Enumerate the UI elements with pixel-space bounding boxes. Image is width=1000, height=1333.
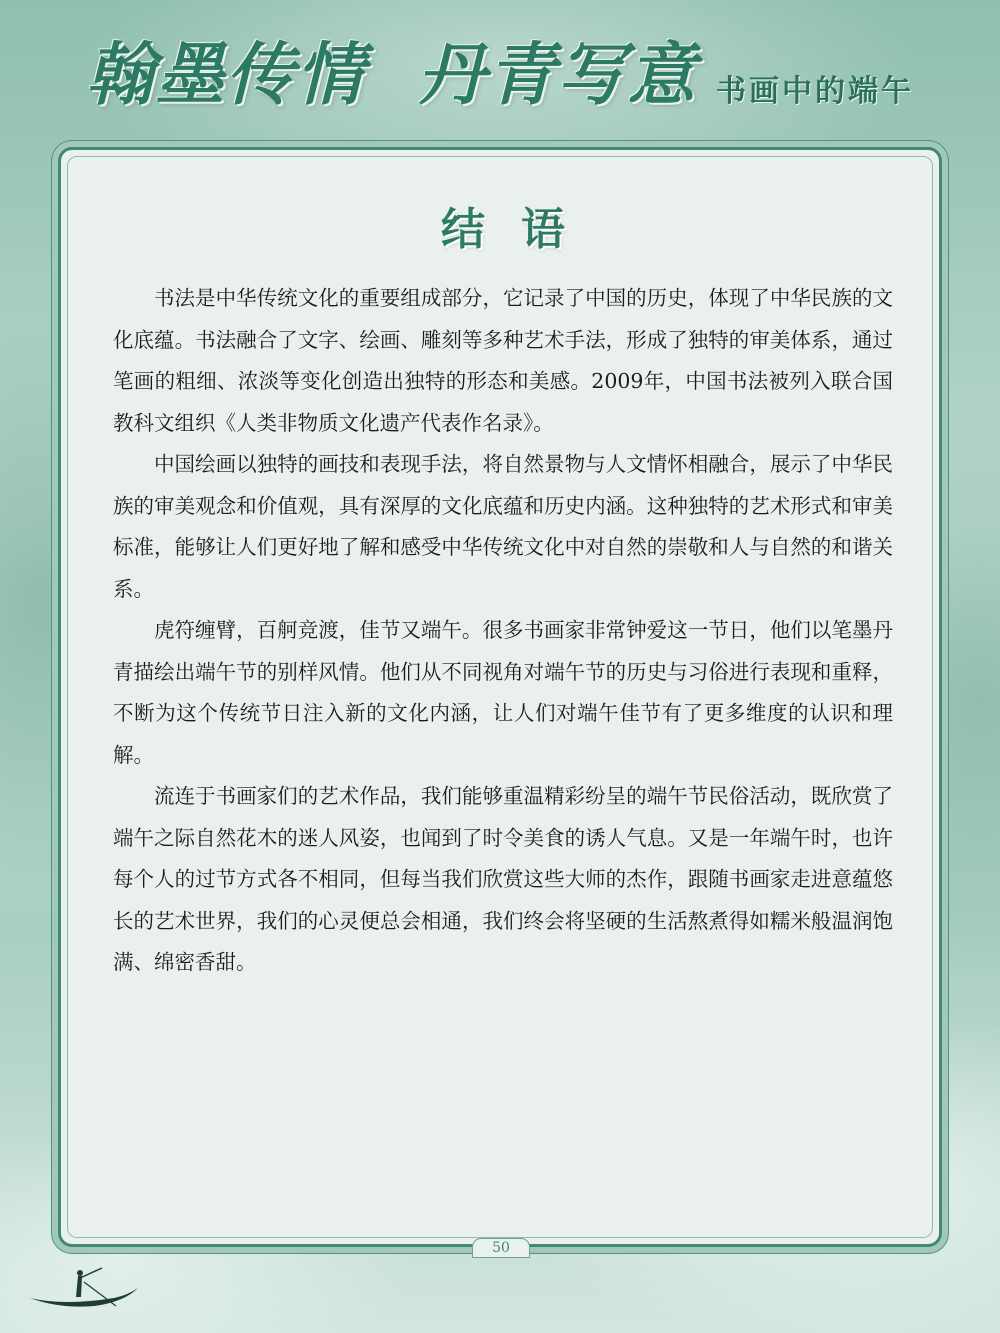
- main-title: 翰墨传情 丹青写意: [86, 35, 698, 115]
- paragraph: 流连于书画家们的艺术作品，我们能够重温精彩纷呈的端午节民俗活动，既欣赏了端午之际自然花木的迷人风姿，也闻到了时令美食的诱人气息。又是一年端午时，也许每个人的过节方式各不相同，但每当我们欣赏这些大师的杰作，跟随书画家走进意蕴悠长的艺术世界，我们的心灵便总会相通，我们终会将坚硬的生活熬煮得如糯米般温润饱满、绵密香甜。: [113, 784, 893, 974]
- paragraph: 中国绘画以独特的画技和表现手法，将自然景物与人文情怀相融合，展示了中华民族的审美观念和价值观，具有深厚的文化底蕴和历史内涵。这种独特的艺术形式和审美标准，能够让人们更好地了解和感受中华传统文化中对自然的崇敬和人与自然的和谐关系。: [113, 452, 893, 601]
- body-text: [113, 278, 893, 984]
- subtitle: 书画中的端午: [716, 74, 914, 109]
- page-number: 50: [472, 1238, 530, 1258]
- paragraph: 书法是中华传统文化的重要组成部分，它记录了中国的历史，体现了中华民族的文化底蕴。书法融合了文字、绘画、雕刻等多种艺术手法，形成了独特的审美体系，通过笔画的粗细、浓淡等变化创造出独特的形态和美感。2009年，中国书法被列入联合国教科文组织《人类非物质文化遗产代表作名录》。: [113, 286, 893, 435]
- section-title: 结语: [441, 204, 601, 255]
- content-panel: [58, 147, 942, 1247]
- boat-icon: [24, 1262, 144, 1312]
- paragraph: 虎符缠臂，百舸竞渡，佳节又端午。很多书画家非常钟爱这一节日，他们以笔墨丹青描绘出端午节的别样风情。他们从不同视角对端午节的历史与习俗进行表现和重释，不断为这个传统节日注入新的文化内涵，让人们对端午佳节有了更多维度的认识和理解。: [113, 618, 893, 767]
- page-header: [0, 0, 1000, 140]
